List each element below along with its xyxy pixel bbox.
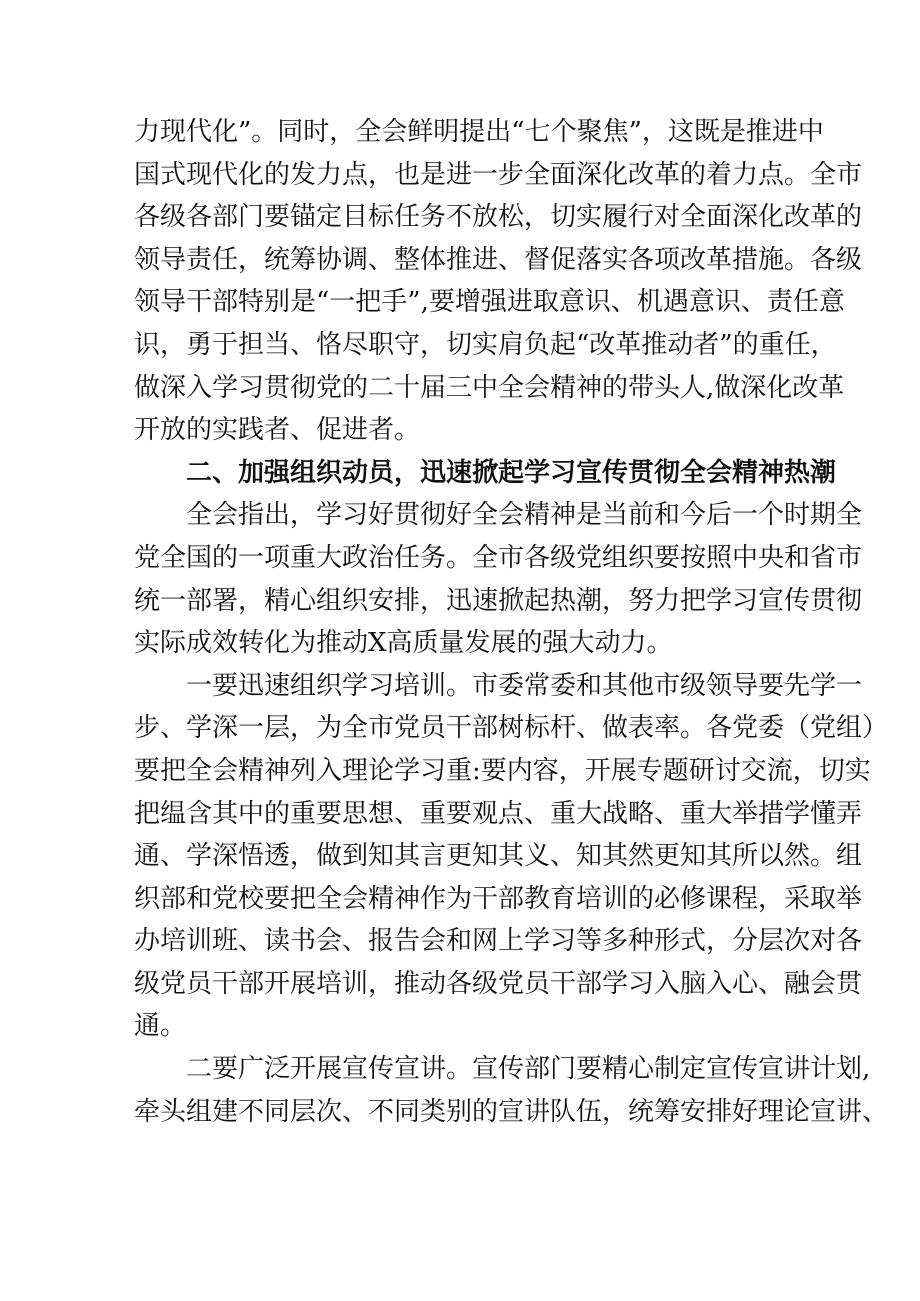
paragraph bbox=[134, 111, 863, 452]
text-line: 做深入学习贯彻党的二十届三中全会精神的带头人,做深化改革 bbox=[134, 372, 845, 403]
text-line: 领导责任，统筹协调、整体推进、督促落实各项改革措施。各级 bbox=[134, 244, 863, 275]
text-line: 一要迅速组织学习培训。市委常委和其他市级领导要先学一 bbox=[186, 670, 863, 701]
text-line: 开放的实践者、促进者。 bbox=[134, 415, 421, 446]
text-line: 步、学深一层，为全市党员干部树标杆、做表率。各党委（党组） bbox=[134, 713, 889, 744]
text-line: 各级各部门要锚定目标任务不放松，切实履行对全面深化改革的 bbox=[134, 202, 863, 233]
text-line: 统一部署，精心组织安排，迅速掀起热潮，努力把学习宣传贯彻 bbox=[134, 585, 863, 616]
text-line: 实际成效转化为推动X高质量发展的强大动力。 bbox=[134, 628, 673, 659]
text-line: 通、学深悟透，做到知其言更知其义、知其然更知其所以然。组 bbox=[134, 841, 863, 872]
text-line: 要把全会精神列入理论学习重:要内容，开展专题研讨交流，切实 bbox=[134, 755, 871, 786]
text-line: 级党员干部开展培训，推动各级党员干部学习入脑入心、融会贯 bbox=[134, 968, 863, 999]
text-line: 国式现代化的发力点，也是进一步全面深化改革的着力点。全市 bbox=[134, 159, 863, 190]
text-line: 领导干部特别是“一把手”,要增强进取意识、机遇意识、责任意 bbox=[134, 287, 845, 318]
text-line: 二、加强组织动员，迅速掀起学习宣传贯彻全会精神热潮 bbox=[186, 457, 837, 488]
paragraph bbox=[134, 1048, 889, 1133]
text-line: 识，勇于担当、恪尽职守，切实肩负起“改革推动者”的重任， bbox=[134, 329, 837, 360]
paragraph bbox=[134, 494, 863, 664]
text-line: 办培训班、读书会、报告会和网上学习等多种形式，分层次对各 bbox=[134, 926, 863, 957]
document-body bbox=[134, 111, 889, 1133]
text-line: 党全国的一项重大政治任务。全市各级党组织要按照中央和省市 bbox=[134, 542, 863, 573]
text-line: 牵头组建不同层次、不同类别的宣讲队伍，统筹安排好理论宣讲、 bbox=[134, 1096, 889, 1127]
text-line: 二要广泛开展宣传宣讲。宣传部门要精心制定宣传宣讲计划, bbox=[186, 1054, 871, 1085]
text-line: 通。 bbox=[134, 1011, 187, 1042]
text-line: 织部和党校要把全会精神作为干部教育培训的必修课程，采取举 bbox=[134, 883, 863, 914]
text-line: 力现代化”。同时，全会鲜明提出“七个聚焦”，这既是推进中 bbox=[134, 117, 824, 147]
text-line: 全会指出，学习好贯彻好全会精神是当前和今后一个时期全 bbox=[186, 500, 863, 531]
paragraph bbox=[134, 665, 889, 1048]
section-heading bbox=[134, 452, 837, 495]
text-line: 把缊含其中的重要思想、重要观点、重大战略、重大举措学懂弄 bbox=[134, 798, 863, 829]
